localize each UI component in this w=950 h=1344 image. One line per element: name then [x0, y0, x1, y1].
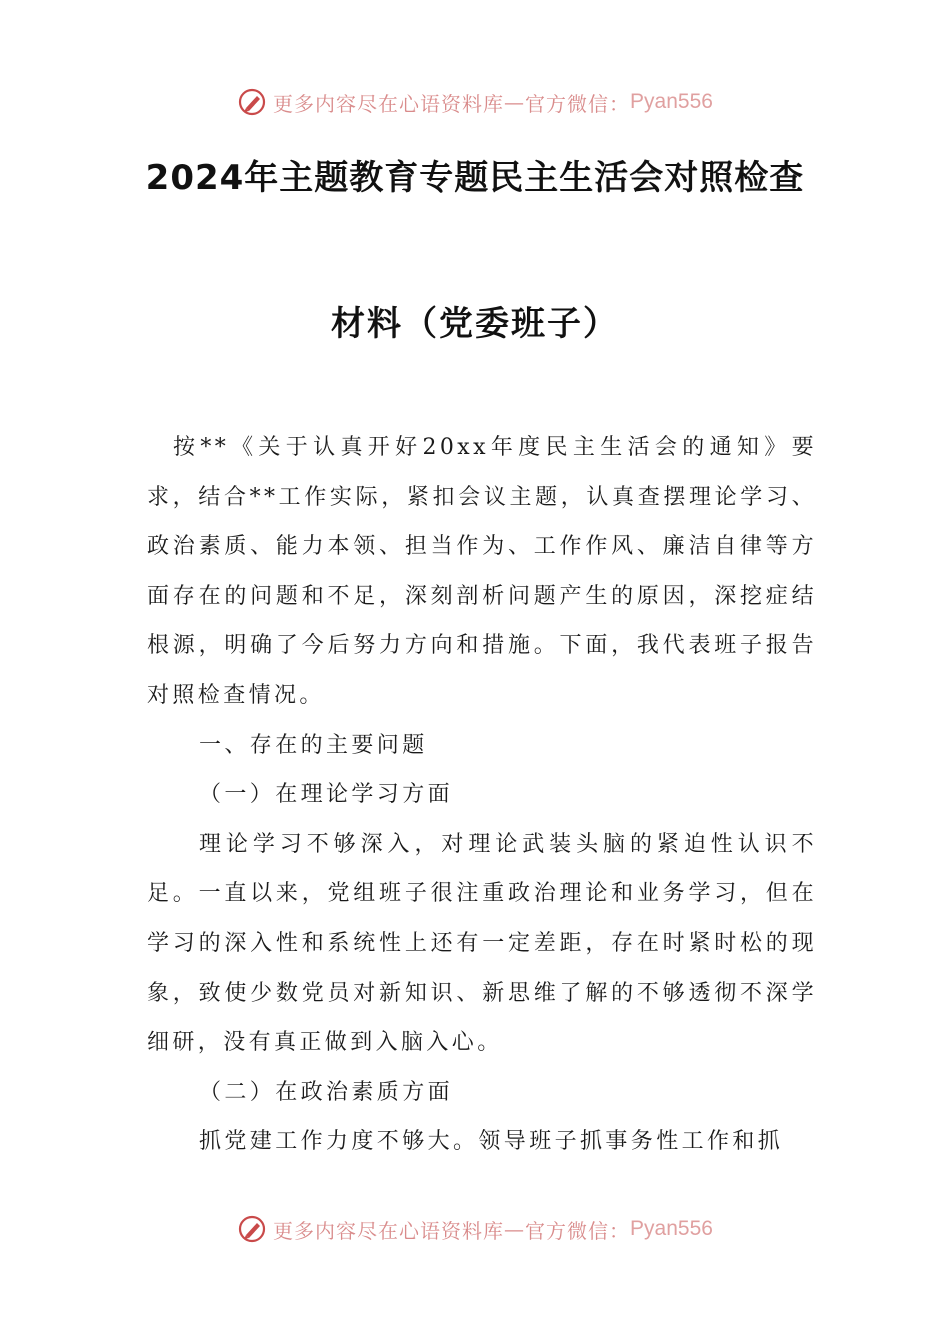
document-body [147, 423, 817, 1167]
watermark-site: 更多内容尽在心语资料库 [273, 91, 505, 116]
watermark-label: 官方微信： [525, 1218, 631, 1243]
watermark-site: 更多内容尽在心语资料库 [273, 1218, 505, 1243]
watermark-id: Pyan556 [630, 90, 713, 113]
document-title-line1: 2024年主题教育专题民主生活会对照检查 [145, 158, 805, 198]
watermark-label: 官方微信： [525, 91, 631, 116]
section-heading: 一、存在的主要问题 [199, 732, 428, 758]
header-watermark [0, 82, 950, 122]
body-paragraph: 抓党建工作力度不够大。领导班子抓事务性工作和抓 [199, 1129, 784, 1155]
body-paragraph: 理论学习不够深入，对理论武装头脑的紧迫性认识不足。一直以来，党组班子很注重政治理论和业务学习，但在学习的深入性和系统性上还有一定差距，存在时紧时松的现象，致使少数党员对新知识、新思维了解的不够透彻不深学细研，没有真正做到入脑入心。 [147, 831, 817, 1056]
subsection-heading: （二）在政治素质方面 [199, 1079, 454, 1105]
subsection-heading: （一）在理论学习方面 [199, 782, 454, 808]
intro-paragraph: 按**《关于认真开好20xx年度民主生活会的通知》要求，结合**工作实际，紧扣会议主题，认真查摆理论学习、政治素质、能力本领、担当作为、工作作风、廉洁自律等方面存在的问题和不足，深刻剖析问题产生的原因，深挖症结根源，明确了今后努力方向和措施。下面，我代表班子报告对照检查情况。 [147, 435, 817, 708]
watermark-separator: — [504, 1217, 526, 1241]
footer-watermark [0, 1209, 950, 1249]
document-title-line2: 材料（党委班子） [331, 304, 619, 344]
watermark-id: Pyan556 [630, 1217, 713, 1240]
pen-logo-icon [237, 1214, 267, 1244]
pen-logo-icon [237, 87, 267, 117]
watermark-separator: — [504, 90, 526, 114]
